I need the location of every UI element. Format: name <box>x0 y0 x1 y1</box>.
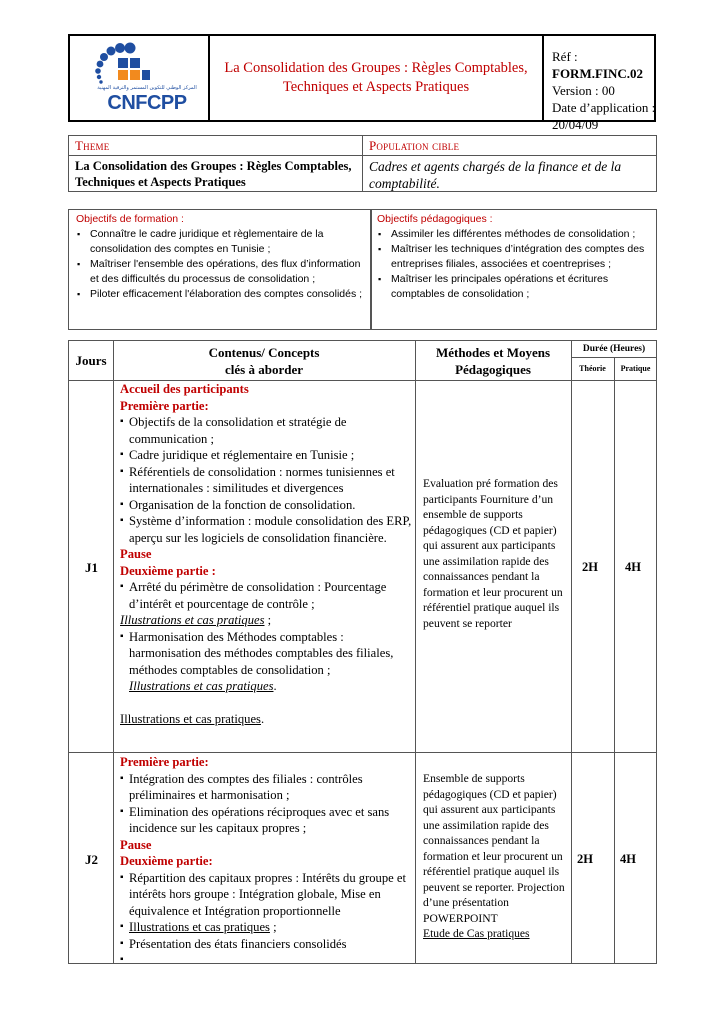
divider <box>362 136 363 191</box>
header-methodes-line1: Méthodes et Moyens <box>435 345 551 360</box>
part-label: Deuxième partie: <box>120 854 213 868</box>
j1-methods: Evaluation pré formation des participants Fourniture d’un ensemble de supports pédagogiques (CD et papier) qui assurent aux participants une assimilation rapide des connaissances pendant la formation et leur procurent un référentiel pratique auquel ils peuvent se reporter <box>423 477 563 630</box>
list-item: ▪ Assimiler les différentes méthodes de consolidation ; <box>377 227 655 242</box>
j2-theorie: 2H <box>577 852 593 866</box>
divider <box>571 357 657 358</box>
reference-line <box>552 48 656 82</box>
header-jours: Jours <box>75 353 107 368</box>
training-objectives <box>76 212 364 302</box>
program-table <box>68 340 657 964</box>
list-item: ▪ Intégration des comptes des filiales : contrôles préliminaires et harmonisation ; <box>120 771 412 804</box>
illustrations-text: Illustrations et cas pratiques <box>129 920 270 934</box>
list-item: ▪ Piloter efficacement l'élaboration des comptes consolidés ; <box>76 287 364 302</box>
population-heading: Population cible <box>369 138 460 153</box>
header-theorie: Théorie <box>579 364 606 373</box>
list-item: ▪ Répartition des capitaux propres : Intérêts du groupe et intérêts hors groupe : Intégration globale, Mise en équivalence et Intégration proportionnelle <box>120 870 412 920</box>
j2-methods-text: Ensemble de supports pédagogiques (CD et papier) qui assurent aux participants une assimilation rapide des connaissances pendant la formation et leur procurent un référentiel pratique auquel ils peuvent se reporter. Projection d’une présentation POWERPOINT <box>423 772 565 925</box>
part-label: Deuxième partie : <box>120 563 216 578</box>
divider <box>69 155 656 156</box>
illustrations-line <box>120 612 412 629</box>
cnfcpp-logo <box>70 36 210 120</box>
list-item: ▪ Maîtriser les techniques d’intégration des comptes des entreprises filiales, associées et coentreprises ; <box>377 242 655 272</box>
accueil-label: Accueil des participants <box>120 382 249 396</box>
header-contenus <box>113 344 415 378</box>
j1-contents <box>120 381 412 727</box>
j1-theorie: 2H <box>582 560 598 574</box>
training-objectives-title: Objectifs de formation : <box>76 213 184 225</box>
list-item-empty <box>120 952 412 969</box>
list-item: ▪ Présentation des états financiers consolidés <box>120 936 412 953</box>
pause-label: Pause <box>120 837 152 852</box>
theme-heading: Theme <box>75 138 110 153</box>
list-item: ▪ Référentiels de consolidation : normes tunisiennes et internationales : similitudes et divergences <box>120 464 412 497</box>
list-item: ▪ Elimination des opérations réciproques avec et sans incidence sur les capitaux propres ; <box>120 804 412 837</box>
pedagogical-objectives <box>377 212 655 302</box>
pedagogical-objectives-title: Objectifs pédagogiques : <box>377 213 493 225</box>
illustrations-text: Illustrations et cas pratiques <box>129 679 274 693</box>
header-methodes-line2: Pédagogiques <box>455 362 531 377</box>
ref-value: FORM.FINC.02 <box>552 66 643 81</box>
illustrations-text: Illustrations et cas pratiques <box>120 613 265 627</box>
illustrations-line <box>120 711 412 728</box>
pause-label: Pause <box>120 547 152 561</box>
header-methodes <box>415 344 571 378</box>
divider <box>113 341 114 963</box>
list-item: ▪ Système d’information : module consolidation des ERP, aperçu sur les logiciels de consolidation financière. <box>120 513 412 546</box>
population-value: Cadres et agents chargés de la finance et de la comptabilité. <box>369 159 622 191</box>
logo-org-name: CNFCPP <box>107 92 187 114</box>
divider <box>571 341 572 963</box>
theme-table <box>68 135 657 192</box>
theme-value: La Consolidation des Groupes : Règles Comptables, Techniques et Aspects Pratiques <box>75 159 352 189</box>
j1-pratique: 4H <box>625 560 641 574</box>
list-item: ▪ Organisation de la fonction de consolidation. <box>120 497 412 514</box>
document-header <box>68 34 656 132</box>
part-label: Première partie: <box>120 398 209 413</box>
objectives-table <box>68 209 657 330</box>
list-item: ▪ Maîtriser l'ensemble des opérations, des flux d’information et des difficultés du processus de consolidation ; <box>76 257 364 287</box>
document-title: La Consolidation des Groupes : Règles Comptables, Techniques et Aspects Pratiques <box>210 36 544 120</box>
logo-arabic-text: المركز الوطني للتكوين المستمر والترقية المهنية <box>97 85 197 91</box>
illustrations-text: Illustrations et cas pratiques <box>120 711 261 726</box>
date-line: Date d’application : 20/04/09 <box>552 100 656 132</box>
day-label-j2: J2 <box>85 852 98 867</box>
divider <box>415 341 416 963</box>
reference-block <box>544 36 656 132</box>
ref-label: Réf : <box>552 49 578 64</box>
part-label: Première partie: <box>120 755 209 769</box>
illustrations-suffix: ; <box>269 920 277 934</box>
j2-contents <box>120 754 412 969</box>
list-item-text: Harmonisation des Méthodes comptables : harmonisation des méthodes comptables des filiales, méthodes comptables de consolidation ; <box>129 629 394 677</box>
list-item <box>120 919 412 936</box>
list-item: ▪ Arrêté du périmètre de consolidation : Pourcentage d’intérêt et pourcentage de contrôle ; <box>120 579 412 612</box>
j2-pratique: 4H <box>620 852 636 866</box>
list-item: ▪ Maîtriser les principales opérations et écritures comptables de consolidation ; <box>377 272 655 302</box>
divider <box>370 210 372 329</box>
illustrations-suffix: . <box>273 679 277 693</box>
list-item: ▪ Cadre juridique et réglementaire en Tunisie ; <box>120 447 412 464</box>
header-contenus-line2: clés à aborder <box>225 362 303 377</box>
day-label-j1: J1 <box>85 560 98 575</box>
list-item: ▪ Objectifs de la consolidation et stratégie de communication ; <box>120 414 412 447</box>
illustrations-suffix: . <box>260 711 265 726</box>
list-item <box>120 629 412 695</box>
header-duree: Durée (Heures) <box>582 344 646 354</box>
j2-methods-case-study: Etude de Cas pratiques <box>423 927 530 940</box>
illustrations-suffix: ; <box>264 613 272 627</box>
j2-methods <box>423 771 569 942</box>
divider <box>69 752 657 753</box>
divider <box>614 357 615 963</box>
list-item: ▪ Connaître le cadre juridique et règlementaire de la consolidation des comptes en Tunisie ; <box>76 227 364 257</box>
header-contenus-line1: Contenus/ Concepts <box>208 345 320 360</box>
header-pratique: Pratique <box>620 364 651 373</box>
version-line: Version : 00 <box>552 83 615 98</box>
